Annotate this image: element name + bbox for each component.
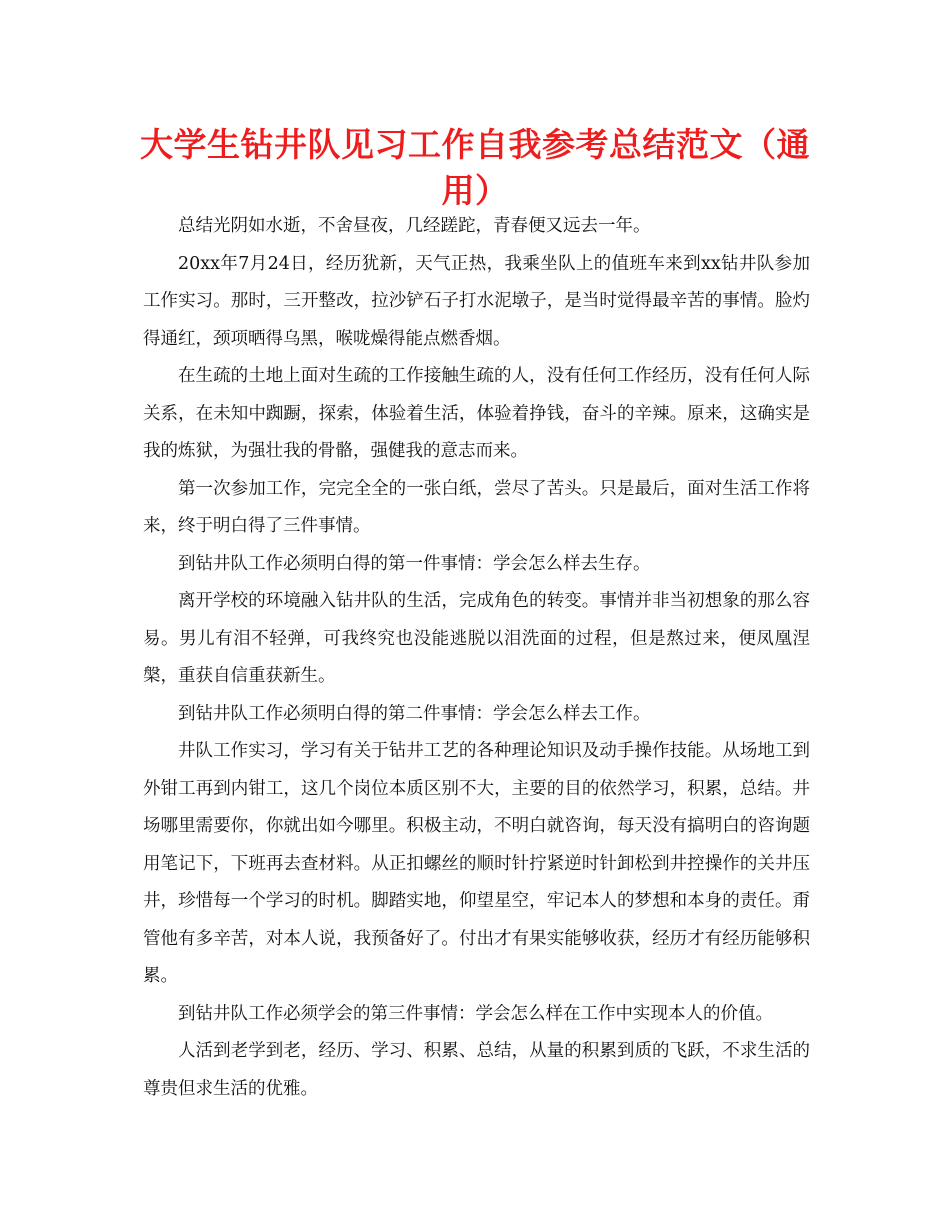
- paragraph: 离开学校的环境融入钻井队的生活，完成角色的转变。事情并非当初想象的那么容易。男儿有泪不轻弹，可我终究也没能逃脱以泪洗面的过程，但是熬过来，便凤凰涅槃，重获自信重获新生。: [143, 591, 810, 686]
- paragraph: 第一次参加工作，完完全全的一张白纸，尝尽了苦头。只是最后，面对生活工作将来，终于明白得了三件事情。: [143, 478, 810, 536]
- paragraph: 到钻井队工作必须学会的第三件事情：学会怎么样在工作中实现本人的价值。: [178, 1003, 773, 1024]
- paragraph: 在生疏的土地上面对生疏的工作接触生疏的人，没有任何工作经历，没有任何人际关系，在未知中踟蹰，探索，体验着生活，体验着挣钱，奋斗的辛辣。原来，这确实是我的炼狱，为强壮我的骨骼，强健我的意志而来。: [143, 366, 810, 461]
- paragraph: 20xx年7月24日，经历犹新，天气正热，我乘坐队上的值班车来到xx钻井队参加工作实习。那时，三开整改，拉沙铲石子打水泥墩子，是当时觉得最辛苦的事情。脸灼得通红，颈项晒得乌黑，喉咙燥得能点燃香烟。: [143, 253, 810, 349]
- paragraph: 人活到老学到老，经历、学习、积累、总结，从量的积累到质的飞跃，不求生活的尊贵但求生活的优雅。: [143, 1041, 810, 1099]
- paragraph: 井队工作实习，学习有关于钻井工艺的各种理论知识及动手操作技能。从场地工到外钳工再到内钳工，这几个岗位本质区别不大，主要的目的依然学习，积累，总结。井场哪里需要你，你就出如今哪里。积极主动，不明白就咨询，每天没有搞明白的咨询题用笔记下，下班再去查材料。从正扣螺丝的顺时针拧紧逆时针卸松到井控操作的关井压井，珍惜每一个学习的时机。脚踏实地，仰望星空，牢记本人的梦想和本身的责任。甭管他有多辛苦，对本人说，我预备好了。付出才有果实能够收获，经历才有经历能够积累。: [143, 741, 810, 986]
- paragraph: 总结光阴如水逝，不舍昼夜，几经蹉跎，青春便又远去一年。: [178, 216, 651, 236]
- document-body: [143, 208, 810, 1108]
- document-title: 大学生钻井队见习工作自我参考总结范文（通用）: [140, 125, 810, 210]
- paragraph: 到钻井队工作必须明白得的第一件事情：学会怎么样去生存。: [178, 553, 651, 574]
- paragraph: 到钻井队工作必须明白得的第二件事情：学会怎么样去工作。: [178, 703, 651, 724]
